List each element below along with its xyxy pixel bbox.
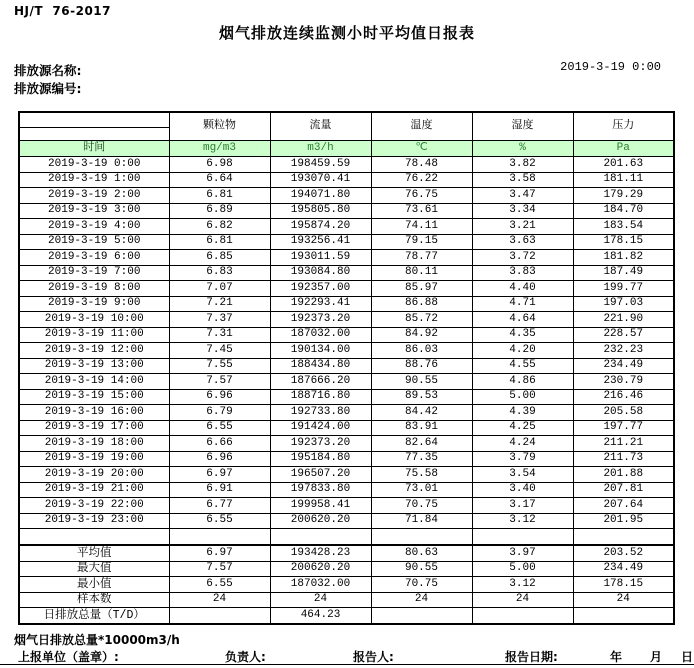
value-cell: 82.64 — [371, 436, 472, 452]
table-row — [19, 451, 674, 467]
value-cell: 207.64 — [573, 498, 674, 514]
empty-cell — [169, 529, 270, 546]
value-cell: 80.63 — [371, 545, 472, 561]
value-cell: 6.91 — [169, 482, 270, 498]
value-cell: 221.90 — [573, 312, 674, 328]
time-cell: 2019-3-19 6:00 — [19, 250, 169, 266]
value-cell: 6.77 — [169, 498, 270, 514]
time-cell: 2019-3-19 21:00 — [19, 482, 169, 498]
value-cell: 203.52 — [573, 545, 674, 561]
value-cell: 6.82 — [169, 219, 270, 235]
value-cell: 6.97 — [169, 467, 270, 483]
time-cell: 2019-3-19 12:00 — [19, 343, 169, 359]
value-cell — [169, 608, 270, 624]
value-cell: 179.29 — [573, 188, 674, 204]
value-cell: 7.45 — [169, 343, 270, 359]
time-header-spacer — [19, 128, 169, 141]
summary-row — [19, 592, 674, 608]
table-row — [19, 203, 674, 219]
reporter-label: 报告人: — [353, 650, 394, 664]
table-row — [19, 420, 674, 436]
value-cell: 6.97 — [169, 545, 270, 561]
units-row — [19, 141, 674, 157]
time-cell: 2019-3-19 11:00 — [19, 327, 169, 343]
value-cell: 234.49 — [573, 561, 674, 577]
empty-cell — [371, 529, 472, 546]
value-cell: 187.49 — [573, 265, 674, 281]
value-cell: 4.55 — [472, 358, 573, 374]
time-header: 时间 — [19, 141, 169, 157]
value-cell: 3.72 — [472, 250, 573, 266]
value-cell: 75.58 — [371, 467, 472, 483]
column-header-pressure: 压力 — [573, 112, 674, 141]
value-cell: 190134.00 — [270, 343, 371, 359]
table-row — [19, 389, 674, 405]
table-row — [19, 343, 674, 359]
time-cell: 2019-3-19 15:00 — [19, 389, 169, 405]
time-cell: 2019-3-19 13:00 — [19, 358, 169, 374]
value-cell: 197.03 — [573, 296, 674, 312]
value-cell: 6.79 — [169, 405, 270, 421]
value-cell: 3.83 — [472, 265, 573, 281]
value-cell: 4.39 — [472, 405, 573, 421]
value-cell: 6.55 — [169, 420, 270, 436]
value-cell: 3.82 — [472, 157, 573, 173]
table-row — [19, 265, 674, 281]
value-cell: 86.03 — [371, 343, 472, 359]
value-cell: 4.20 — [472, 343, 573, 359]
time-cell: 2019-3-19 23:00 — [19, 513, 169, 529]
time-cell: 2019-3-19 9:00 — [19, 296, 169, 312]
value-cell: 178.15 — [573, 234, 674, 250]
value-cell: 24 — [169, 592, 270, 608]
table-row — [19, 436, 674, 452]
value-cell: 80.11 — [371, 265, 472, 281]
time-cell: 2019-3-19 8:00 — [19, 281, 169, 297]
value-cell: 187032.00 — [270, 577, 371, 593]
summary-row — [19, 561, 674, 577]
standard-code: HJ/T 76-2017 — [14, 4, 112, 18]
value-cell: 4.25 — [472, 420, 573, 436]
value-cell: 3.40 — [472, 482, 573, 498]
value-cell: 6.98 — [169, 157, 270, 173]
value-cell: 3.47 — [472, 188, 573, 204]
value-cell: 200620.20 — [270, 513, 371, 529]
report-table — [18, 111, 675, 625]
value-cell: 200620.20 — [270, 561, 371, 577]
value-cell: 74.11 — [371, 219, 472, 235]
unit-flow: m3/h — [270, 141, 371, 157]
value-cell: 6.81 — [169, 188, 270, 204]
table-row — [19, 296, 674, 312]
value-cell: 183.54 — [573, 219, 674, 235]
summary-row — [19, 577, 674, 593]
unit-particulate: mg/m3 — [169, 141, 270, 157]
value-cell: 188434.80 — [270, 358, 371, 374]
value-cell: 207.81 — [573, 482, 674, 498]
day-label: 日 — [681, 650, 694, 664]
value-cell: 24 — [270, 592, 371, 608]
value-cell: 230.79 — [573, 374, 674, 390]
value-cell: 193428.23 — [270, 545, 371, 561]
value-cell: 3.54 — [472, 467, 573, 483]
value-cell: 193070.41 — [270, 172, 371, 188]
value-cell: 193256.41 — [270, 234, 371, 250]
value-cell: 228.57 — [573, 327, 674, 343]
empty-cell — [573, 529, 674, 546]
value-cell: 5.00 — [472, 561, 573, 577]
summary-label-cell: 日排放总量（T/D） — [19, 608, 169, 624]
value-cell: 85.72 — [371, 312, 472, 328]
table-row — [19, 513, 674, 529]
value-cell: 6.55 — [169, 513, 270, 529]
unit-humidity: % — [472, 141, 573, 157]
table-row — [19, 482, 674, 498]
value-cell: 3.21 — [472, 219, 573, 235]
pollutant-header-row — [19, 112, 674, 128]
value-cell: 197833.80 — [270, 482, 371, 498]
time-cell: 2019-3-19 19:00 — [19, 451, 169, 467]
time-cell: 2019-3-19 20:00 — [19, 467, 169, 483]
value-cell: 3.97 — [472, 545, 573, 561]
value-cell: 195874.20 — [270, 219, 371, 235]
time-cell: 2019-3-19 14:00 — [19, 374, 169, 390]
month-label: 月 — [650, 650, 663, 664]
value-cell: 188716.80 — [270, 389, 371, 405]
unit-pressure: Pa — [573, 141, 674, 157]
value-cell: 187666.20 — [270, 374, 371, 390]
value-cell: 83.91 — [371, 420, 472, 436]
value-cell: 73.01 — [371, 482, 472, 498]
table-row — [19, 250, 674, 266]
value-cell: 7.07 — [169, 281, 270, 297]
table-row — [19, 281, 674, 297]
value-cell: 3.79 — [472, 451, 573, 467]
summary-label-cell: 最大值 — [19, 561, 169, 577]
blank-separator-row — [19, 529, 674, 546]
empty-cell — [270, 529, 371, 546]
value-cell: 193011.59 — [270, 250, 371, 266]
value-cell: 24 — [472, 592, 573, 608]
value-cell: 85.97 — [371, 281, 472, 297]
table-row — [19, 358, 674, 374]
value-cell: 4.71 — [472, 296, 573, 312]
value-cell: 6.96 — [169, 451, 270, 467]
value-cell: 24 — [371, 592, 472, 608]
value-cell: 78.48 — [371, 157, 472, 173]
value-cell: 6.64 — [169, 172, 270, 188]
value-cell: 197.77 — [573, 420, 674, 436]
value-cell: 199.77 — [573, 281, 674, 297]
report-datetime: 2019-3-19 0:00 — [560, 60, 661, 74]
summary-label-cell: 平均值 — [19, 545, 169, 561]
page-title: 烟气排放连续监测小时平均值日报表 — [218, 24, 475, 42]
value-cell: 90.55 — [371, 374, 472, 390]
value-cell: 181.11 — [573, 172, 674, 188]
table-row — [19, 498, 674, 514]
time-cell: 2019-3-19 16:00 — [19, 405, 169, 421]
time-cell: 2019-3-19 4:00 — [19, 219, 169, 235]
value-cell — [472, 608, 573, 624]
value-cell: 199958.41 — [270, 498, 371, 514]
column-header-flow: 流量 — [270, 112, 371, 141]
value-cell: 192373.20 — [270, 436, 371, 452]
value-cell: 70.75 — [371, 577, 472, 593]
table-row — [19, 219, 674, 235]
unit-temperature: ℃ — [371, 141, 472, 157]
table-row — [19, 188, 674, 204]
value-cell: 4.86 — [472, 374, 573, 390]
value-cell: 84.92 — [371, 327, 472, 343]
value-cell: 6.81 — [169, 234, 270, 250]
value-cell: 194071.80 — [270, 188, 371, 204]
value-cell: 4.24 — [472, 436, 573, 452]
value-cell: 198459.59 — [270, 157, 371, 173]
table-row — [19, 157, 674, 173]
value-cell: 86.88 — [371, 296, 472, 312]
value-cell: 88.76 — [371, 358, 472, 374]
value-cell: 71.84 — [371, 513, 472, 529]
table-row — [19, 172, 674, 188]
value-cell: 7.31 — [169, 327, 270, 343]
value-cell: 4.40 — [472, 281, 573, 297]
value-cell: 3.34 — [472, 203, 573, 219]
value-cell: 181.82 — [573, 250, 674, 266]
value-cell: 7.55 — [169, 358, 270, 374]
time-cell: 2019-3-19 5:00 — [19, 234, 169, 250]
value-cell: 4.35 — [472, 327, 573, 343]
flow-unit-note: 烟气日排放总量*10000m3/h — [14, 633, 180, 647]
value-cell: 6.89 — [169, 203, 270, 219]
time-cell: 2019-3-19 10:00 — [19, 312, 169, 328]
source-code-label: 排放源编号: — [14, 81, 82, 96]
time-cell: 2019-3-19 0:00 — [19, 157, 169, 173]
value-cell: 3.58 — [472, 172, 573, 188]
empty-cell — [472, 529, 573, 546]
value-cell: 3.12 — [472, 577, 573, 593]
value-cell: 196507.20 — [270, 467, 371, 483]
summary-row — [19, 545, 674, 561]
value-cell: 6.96 — [169, 389, 270, 405]
value-cell: 192733.80 — [270, 405, 371, 421]
value-cell: 234.49 — [573, 358, 674, 374]
value-cell: 3.63 — [472, 234, 573, 250]
value-cell: 6.85 — [169, 250, 270, 266]
report-date-label: 报告日期: — [505, 650, 558, 664]
value-cell: 79.15 — [371, 234, 472, 250]
value-cell: 178.15 — [573, 577, 674, 593]
value-cell: 76.75 — [371, 188, 472, 204]
column-header-particulate: 颗粒物 — [169, 112, 270, 141]
value-cell: 201.63 — [573, 157, 674, 173]
table-row — [19, 374, 674, 390]
table-row — [19, 312, 674, 328]
value-cell: 232.23 — [573, 343, 674, 359]
value-cell: 201.88 — [573, 467, 674, 483]
value-cell: 195805.80 — [270, 203, 371, 219]
summary-row — [19, 608, 674, 624]
responsible-person-label: 负责人: — [225, 650, 266, 664]
time-cell: 2019-3-19 17:00 — [19, 420, 169, 436]
value-cell: 7.57 — [169, 374, 270, 390]
value-cell: 7.21 — [169, 296, 270, 312]
value-cell: 7.37 — [169, 312, 270, 328]
value-cell: 192373.20 — [270, 312, 371, 328]
value-cell: 3.17 — [472, 498, 573, 514]
value-cell: 89.53 — [371, 389, 472, 405]
column-header-humidity: 湿度 — [472, 112, 573, 141]
time-header-spacer — [19, 112, 169, 128]
time-cell: 2019-3-19 18:00 — [19, 436, 169, 452]
time-cell: 2019-3-19 1:00 — [19, 172, 169, 188]
value-cell: 70.75 — [371, 498, 472, 514]
report-unit-label: 上报单位（盖章）: — [18, 650, 119, 664]
value-cell: 24 — [573, 592, 674, 608]
table-row — [19, 405, 674, 421]
value-cell: 195184.80 — [270, 451, 371, 467]
value-cell: 192357.00 — [270, 281, 371, 297]
value-cell — [371, 608, 472, 624]
value-cell: 77.35 — [371, 451, 472, 467]
value-cell: 5.00 — [472, 389, 573, 405]
table-row — [19, 234, 674, 250]
value-cell: 76.22 — [371, 172, 472, 188]
value-cell: 6.83 — [169, 265, 270, 281]
source-name-label: 排放源名称: — [14, 63, 82, 78]
table-row — [19, 327, 674, 343]
value-cell: 201.95 — [573, 513, 674, 529]
time-cell: 2019-3-19 3:00 — [19, 203, 169, 219]
bottom-divider — [0, 664, 694, 665]
value-cell: 7.57 — [169, 561, 270, 577]
time-cell: 2019-3-19 22:00 — [19, 498, 169, 514]
time-cell: 2019-3-19 7:00 — [19, 265, 169, 281]
value-cell: 464.23 — [270, 608, 371, 624]
time-cell: 2019-3-19 2:00 — [19, 188, 169, 204]
value-cell — [573, 608, 674, 624]
value-cell: 193084.80 — [270, 265, 371, 281]
value-cell: 90.55 — [371, 561, 472, 577]
value-cell: 184.70 — [573, 203, 674, 219]
value-cell: 216.46 — [573, 389, 674, 405]
value-cell: 6.66 — [169, 436, 270, 452]
table-row — [19, 467, 674, 483]
value-cell: 4.64 — [472, 312, 573, 328]
value-cell: 205.58 — [573, 405, 674, 421]
value-cell: 78.77 — [371, 250, 472, 266]
value-cell: 211.73 — [573, 451, 674, 467]
value-cell: 211.21 — [573, 436, 674, 452]
value-cell: 187032.00 — [270, 327, 371, 343]
value-cell: 6.55 — [169, 577, 270, 593]
year-label: 年 — [610, 650, 623, 664]
value-cell: 73.61 — [371, 203, 472, 219]
column-header-temperature: 温度 — [371, 112, 472, 141]
value-cell: 192293.41 — [270, 296, 371, 312]
empty-cell — [19, 529, 169, 546]
value-cell: 3.12 — [472, 513, 573, 529]
value-cell: 84.42 — [371, 405, 472, 421]
summary-label-cell: 最小值 — [19, 577, 169, 593]
summary-label-cell: 样本数 — [19, 592, 169, 608]
value-cell: 191424.00 — [270, 420, 371, 436]
